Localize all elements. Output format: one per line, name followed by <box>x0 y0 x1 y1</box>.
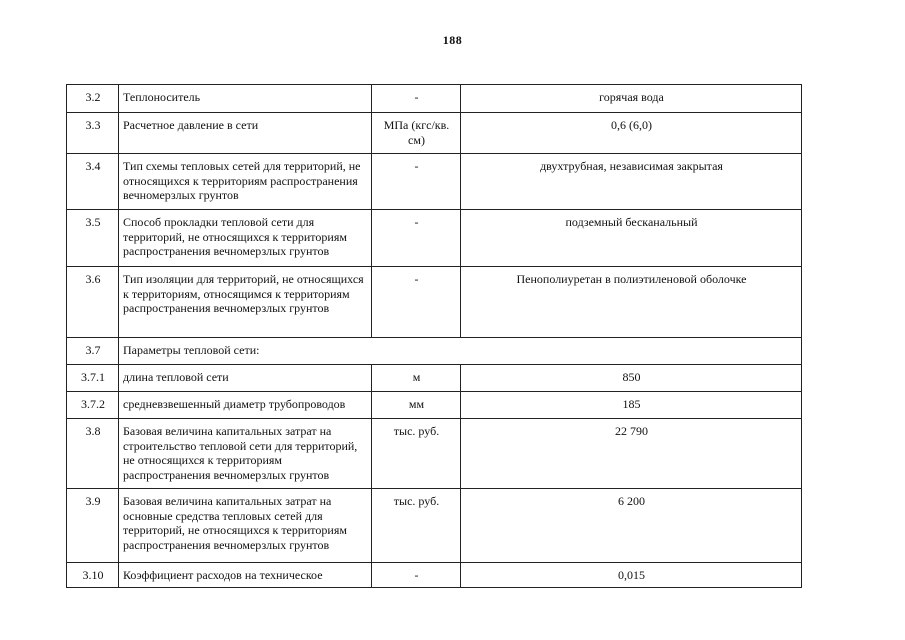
row-unit: тыс. руб. <box>372 489 461 563</box>
row-unit: - <box>372 563 461 588</box>
row-number: 3.3 <box>67 113 119 154</box>
table-row <box>67 563 802 588</box>
row-unit: МПа (кгс/кв. см) <box>372 113 461 154</box>
row-number: 3.7 <box>67 338 119 365</box>
row-name: Параметры тепловой сети: <box>119 338 802 365</box>
row-number: 3.10 <box>67 563 119 588</box>
table-row <box>67 489 802 563</box>
row-name: Тип схемы тепловых сетей для территорий, не относящихся к территориям распространения вечномерзлых грунтов <box>119 154 372 210</box>
page-number: 188 <box>442 33 463 47</box>
row-value: Пенополиуретан в полиэтиленовой оболочке <box>461 267 802 338</box>
row-number: 3.6 <box>67 267 119 338</box>
row-name: Теплоноситель <box>119 85 372 113</box>
row-number: 3.8 <box>67 419 119 489</box>
row-name: средневзвешенный диаметр трубопроводов <box>119 392 372 419</box>
table-row <box>67 85 802 113</box>
parameters-table <box>66 84 802 588</box>
row-unit: - <box>372 154 461 210</box>
row-number: 3.5 <box>67 210 119 267</box>
row-unit: - <box>372 85 461 113</box>
row-unit: мм <box>372 392 461 419</box>
table-row <box>67 267 802 338</box>
row-unit: - <box>372 267 461 338</box>
row-name: Коэффициент расходов на техническое <box>119 563 372 588</box>
row-value: двухтрубная, независимая закрытая <box>461 154 802 210</box>
row-unit: тыс. руб. <box>372 419 461 489</box>
row-name: Расчетное давление в сети <box>119 113 372 154</box>
row-name: Базовая величина капитальных затрат на строительство тепловой сети для территорий, не относящихся к территориям распространения вечномерзлых грунтов <box>119 419 372 489</box>
table-row <box>67 154 802 210</box>
table-row <box>67 113 802 154</box>
row-value: 22 790 <box>461 419 802 489</box>
row-value: горячая вода <box>461 85 802 113</box>
row-name: длина тепловой сети <box>119 365 372 392</box>
row-unit: м <box>372 365 461 392</box>
row-name: Тип изоляции для территорий, не относящихся к территориям, относящимся к территориям распространения вечномерзлых грунтов <box>119 267 372 338</box>
row-number: 3.2 <box>67 85 119 113</box>
table-row <box>67 210 802 267</box>
row-name: Базовая величина капитальных затрат на основные средства тепловых сетей для территорий, не относящихся к территориям распространения вечномерзлых грунтов <box>119 489 372 563</box>
row-number: 3.9 <box>67 489 119 563</box>
row-value: 850 <box>461 365 802 392</box>
row-number: 3.7.1 <box>67 365 119 392</box>
row-value: 185 <box>461 392 802 419</box>
row-value: 0,6 (6,0) <box>461 113 802 154</box>
row-unit: - <box>372 210 461 267</box>
row-value: 6 200 <box>461 489 802 563</box>
table-row <box>67 392 802 419</box>
row-value: подземный бесканальный <box>461 210 802 267</box>
row-number: 3.7.2 <box>67 392 119 419</box>
table-row <box>67 365 802 392</box>
table-row <box>67 338 802 365</box>
row-value: 0,015 <box>461 563 802 588</box>
row-number: 3.4 <box>67 154 119 210</box>
table-row <box>67 419 802 489</box>
row-name: Способ прокладки тепловой сети для территорий, не относящихся к территориям распространения вечномерзлых грунтов <box>119 210 372 267</box>
